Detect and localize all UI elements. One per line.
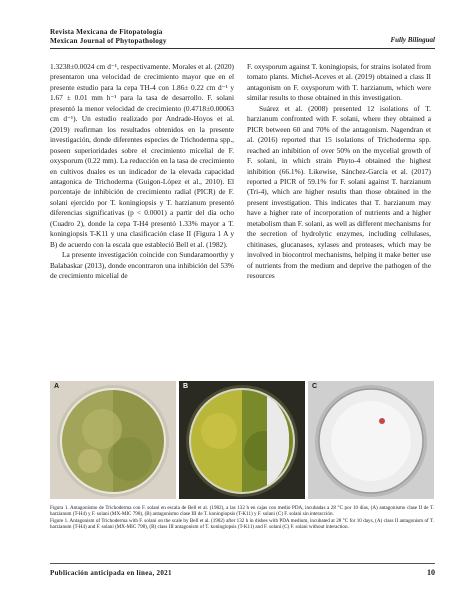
left-paragraph-2: La presente investigación coincide con Sundaramoorthy y Balabaskar (2013), donde encontraron una inhibición del 53% de crecimiento micelial de xyxy=(50,250,234,281)
figure-1 xyxy=(50,381,434,499)
petri-dish-a-image xyxy=(50,381,176,499)
journal-title-en: Mexican Journal of Phytopathology xyxy=(50,37,167,45)
footer-publication-note: Publicación anticipada en línea, 2021 xyxy=(50,569,172,577)
petri-dish-b-image xyxy=(179,381,305,499)
journal-title-es: Revista Mexicana de Fitopatología xyxy=(50,28,163,36)
journal-header xyxy=(50,28,167,46)
caption-es: Figura 1. Antagonismo de Trichoderma con F. solani en escala de Bell et al. (1982), a las 132 h en cajas con medio PDA, incubadas a 28 °C por 10 días, (A) antagonismo clase II de T. harzianum (T-H4) y F. solani (MX-MIC 798), (B) antagonismo clase III de T. koningiopsis (T-K11) y F. solani (C) F. solani sin interacción. xyxy=(50,505,434,518)
footer-rule xyxy=(50,563,435,564)
plate-label-a: A xyxy=(54,383,60,390)
caption-en: Figure 1. Antagonism of Trichoderma with F. solani on the scale by Bell et al. (1982) after 132 h in dishes with PDA medium, incubated at 28 °C for 10 days, (A) class II antagonism of T. harzianum (T-H4) and F. solani (MX-MIC 798), (B) class III antagonism of T. koningiopsis (T-K11) and F. solani (C) F. solani without interaction. xyxy=(50,517,434,530)
petri-dish-b xyxy=(179,381,305,499)
petri-dish-c xyxy=(308,381,434,499)
left-paragraph-1: 1.3238±0.0024 cm d⁻¹, respectivamente. Morales et al. (2020) presentaron una velocidad de crecimiento mayor que en el presente estudio para la cepa TH-4 con 1.86± 0.22 cm d⁻¹ y 1.67 ± 0.01 mm h⁻¹ para la tasa de desarrollo. F. solani presentó la menor velocidad de crecimiento (0.4718±0.00063 cm d⁻¹). Un estudio realizado por Andrade-Hoyos et al. (2019) reafirman los resultados obtenidos en la presente investigación, donde diferentes especies de Trichoderma spp., poseen superioridades sobre el crecimiento micelial de F. oxysporum (0.22 mm). La reducción en la tasa de crecimiento en cultivos duales es un indicador de la elevada capacidad antagonica de Trichoderma (Guigon-López et al., 2010). El porcentaje de inhibición de crecimiento radial (PICR) de F. solani ejercido por T. koningiopsis y T. harzianum presentó diferencias significativas (p < 0.0001) a partir del día ocho (Cuadro 2), donde la cepa T-H4 presentó 1.33% mayor a T. koningiopsis T-K11 y una clasificación clase II (Figura 1 A y B) de acuerdo con la escala que estableció Bell et al. (1982). xyxy=(50,62,234,249)
plate-label-c: C xyxy=(312,383,318,390)
right-paragraph-1: F. oxysporum against T. koningiopsis, for strains isolated from tomato plants. Michel-Aceves et al. (2019) obtained a class II antagonism on F. oxysporum with T. harzianum, which were similar results to those obtained in this investigation. xyxy=(247,62,431,103)
section-label: Fully Bilingual xyxy=(390,36,435,44)
petri-dish-a xyxy=(50,381,176,499)
header-rule xyxy=(50,48,435,49)
petri-dish-c-image xyxy=(308,381,434,499)
right-column xyxy=(247,62,431,282)
figure-caption xyxy=(50,505,434,530)
plate-label-b: B xyxy=(183,383,189,390)
page-number: 10 xyxy=(427,568,435,577)
left-column xyxy=(50,62,234,282)
right-paragraph-2: Suárez et al. (2008) presented 12 isolations of T. harzianum confronted with F. solani, where they obtained a PICR between 60 and 70% of the antagonism. Nagendran et al. (2016) reported that 15 isolations of Trichoderma spp. reached an inhibition of over 50% on the mycelial growth of F. solani, in which strain Phyto-4 obtained the highest inhibition (66.1%). Likewise, Sánchez-García et al. (2017) reported a PICR of 59.1% for F. solani against T. harzianum (Tri-4), which are higher results than those obtained in the present investigation. This indicates that T. harzianum may have a higher rate of incorporation of nutrients and a higher metabolism than F. solani, as well as different mechanisms for the secretion of hydrolytic enzymes, including cellulases, chitinases, glucanases, xylases and proteases, which may be involved in biocontrol mechanisms, helping it make better use of nutrients from the medium and deprive the pathogen of the resources xyxy=(247,103,431,281)
